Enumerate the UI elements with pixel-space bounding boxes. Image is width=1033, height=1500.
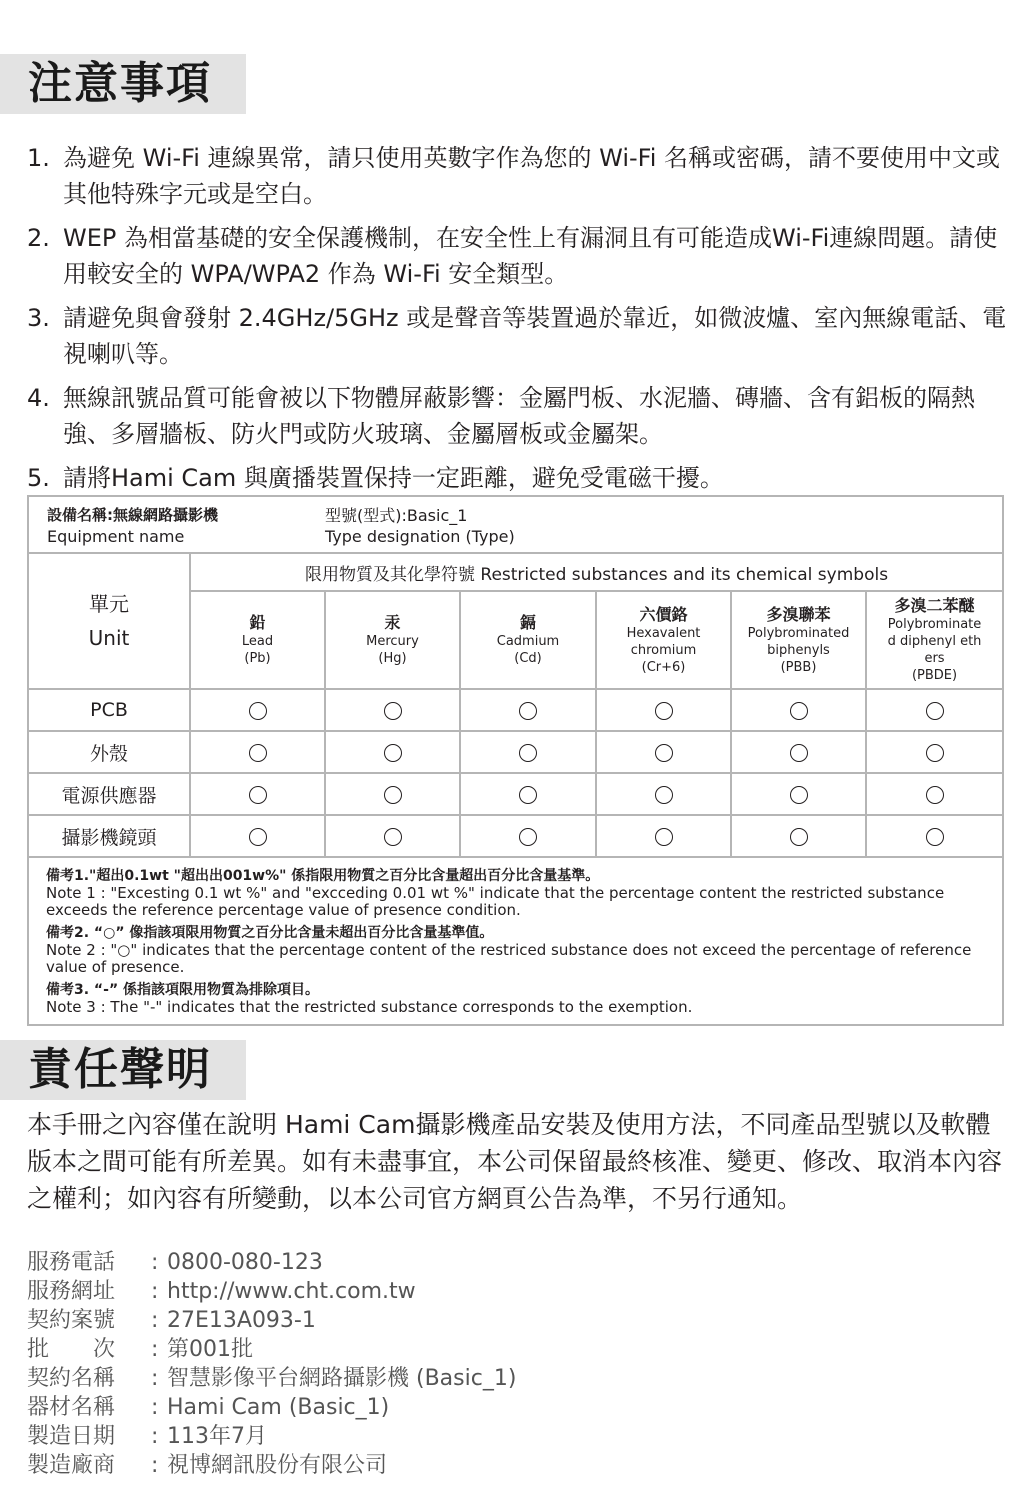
restricted-substances-title: 限用物質及其化學符號 Restricted substances and its chemical symbols — [190, 553, 1003, 591]
notice-heading: 注意事項 — [0, 54, 246, 114]
mark-cell — [325, 689, 460, 731]
circle-icon — [519, 744, 537, 762]
row-label: PCB — [28, 689, 190, 731]
notice-item — [27, 220, 1017, 292]
notice-item — [27, 140, 1017, 212]
mark-cell — [596, 731, 731, 773]
table-row — [28, 773, 1003, 815]
substance-header — [190, 591, 325, 689]
notes-row — [28, 857, 1003, 1025]
row-label: 外殼 — [28, 731, 190, 773]
row-label: 攝影機鏡頭 — [28, 815, 190, 857]
circle-icon — [790, 786, 808, 804]
info-colon: : — [151, 1250, 159, 1275]
type-designation-en: Type designation (Type) — [325, 527, 515, 546]
mark-cell — [866, 689, 1003, 731]
mark-cell — [731, 815, 866, 857]
info-row — [27, 1422, 1012, 1451]
circle-icon — [519, 828, 537, 846]
row-label: 電源供應器 — [28, 773, 190, 815]
note-1-zh: 備考1."超出0.1wt "超出出001w%" 係指限用物質之百分比含量超出百分比含量基準。 — [46, 868, 600, 884]
substance-header — [460, 591, 596, 689]
restricted-title-row — [28, 553, 1003, 591]
info-row — [27, 1277, 1012, 1306]
mark-cell — [460, 689, 596, 731]
unit-label-zh: 單元 — [89, 592, 129, 616]
substance-symbol: (Cr+6) — [641, 659, 686, 675]
info-label: 服務網址 — [27, 1279, 116, 1304]
substance-en: Cadmium — [496, 634, 560, 649]
notice-text: 無線訊號品質可能會被以下物體屏蔽影響：金屬門板、水泥牆、磚牆、含有鋁板的隔熱強、多層牆板、防火門或防火玻璃、金屬層板或金屬架。 — [63, 384, 975, 448]
info-row — [27, 1364, 1012, 1393]
info-value: Hami Cam (Basic_1) — [167, 1395, 390, 1420]
mark-cell — [866, 815, 1003, 857]
table-row — [28, 689, 1003, 731]
notice-number: 1. — [27, 144, 50, 172]
mark-cell — [190, 689, 325, 731]
substance-en: Lead — [241, 634, 274, 649]
circle-icon — [926, 702, 944, 720]
equipment-name-cell — [28, 496, 325, 553]
circle-icon — [384, 744, 402, 762]
unit-header-cell — [28, 553, 190, 689]
table-row — [28, 731, 1003, 773]
mark-cell — [190, 773, 325, 815]
service-info — [27, 1248, 1012, 1480]
info-label: 批 次 — [27, 1337, 116, 1362]
circle-icon — [926, 744, 944, 762]
substance-zh: 多溴聯苯 — [766, 604, 831, 624]
substance-header — [731, 591, 866, 689]
notice-list — [27, 140, 1017, 504]
note-1-en: Note 1 : "Excesting 0.1 wt %" and "excceding 0.01 wt %" indicate that the percentage content the restricted substance exceeds the reference percentage value of presence condition. — [46, 884, 945, 919]
mark-cell — [866, 731, 1003, 773]
circle-icon — [655, 702, 673, 720]
mark-cell — [460, 815, 596, 857]
equipment-name-en: Equipment name — [47, 527, 185, 546]
info-label: 契約名稱 — [27, 1366, 116, 1391]
info-value: 第001批 — [167, 1337, 253, 1362]
mark-cell — [460, 773, 596, 815]
type-designation-zh: 型號(型式):Basic_1 — [325, 506, 468, 525]
info-colon: : — [151, 1337, 159, 1362]
circle-icon — [790, 744, 808, 762]
notice-text: 請避免與會發射 2.4GHz/5GHz 或是聲音等裝置過於靠近，如微波爐、室內無線電話、電視喇叭等。 — [63, 304, 1007, 368]
info-value: 113年7月 — [167, 1424, 267, 1449]
circle-icon — [790, 702, 808, 720]
circle-icon — [249, 702, 267, 720]
info-value: 27E13A093-1 — [167, 1308, 316, 1333]
substance-zh: 汞 — [384, 613, 401, 632]
mark-cell — [325, 773, 460, 815]
notice-text: 為避免 Wi-Fi 連線異常，請只使用英數字作為您的 Wi-Fi 名稱或密碼，請不要使用中文或其他特殊字元或是空白。 — [63, 144, 1001, 208]
notice-text: 請將Hami Cam 與廣播裝置保持一定距離，避免受電磁干擾。 — [63, 464, 724, 492]
substance-header — [325, 591, 460, 689]
substance-symbol: (Hg) — [378, 651, 407, 666]
notice-number: 3. — [27, 304, 50, 332]
circle-icon — [384, 702, 402, 720]
info-colon: : — [151, 1366, 159, 1391]
info-label: 器材名稱 — [27, 1395, 116, 1420]
table-row — [28, 815, 1003, 857]
substance-zh: 鉛 — [249, 613, 266, 632]
type-designation-cell — [325, 496, 1003, 553]
info-colon: : — [151, 1453, 159, 1478]
substance-en: Mercury — [366, 634, 419, 649]
mark-cell — [460, 731, 596, 773]
substance-header — [596, 591, 731, 689]
circle-icon — [249, 828, 267, 846]
mark-cell — [190, 731, 325, 773]
substance-en: Polybrominated diphenyl ethers — [887, 617, 982, 666]
notes-cell — [28, 857, 1003, 1025]
circle-icon — [384, 828, 402, 846]
info-colon: : — [151, 1279, 159, 1304]
mark-cell — [190, 815, 325, 857]
info-colon: : — [151, 1308, 159, 1333]
note-3-zh: 備考3. “-” 係指該項限用物質為排除項目。 — [46, 982, 320, 998]
circle-icon — [249, 744, 267, 762]
info-value: 智慧影像平台網路攝影機 (Basic_1) — [167, 1366, 517, 1391]
circle-icon — [790, 828, 808, 846]
mark-cell — [596, 773, 731, 815]
mark-cell — [596, 689, 731, 731]
circle-icon — [519, 702, 537, 720]
circle-icon — [655, 828, 673, 846]
circle-icon — [655, 786, 673, 804]
substance-symbol: (Pb) — [244, 651, 271, 666]
info-colon: : — [151, 1424, 159, 1449]
info-row — [27, 1451, 1012, 1480]
mark-cell — [866, 773, 1003, 815]
mark-cell — [731, 731, 866, 773]
rohs-table — [27, 495, 1004, 1026]
notice-number: 4. — [27, 384, 50, 412]
note-2-zh: 備考2. “○” 像指該項限用物質之百分比含量未超出百分比含量基準值。 — [46, 925, 494, 941]
info-value: http://www.cht.com.tw — [167, 1279, 416, 1304]
info-label: 服務電話 — [27, 1250, 116, 1275]
info-label: 製造日期 — [27, 1424, 116, 1449]
substance-en: Hexavalent chromium — [626, 625, 701, 658]
info-row — [27, 1306, 1012, 1335]
unit-label-en: Unit — [88, 626, 130, 650]
substance-symbol: (PBB) — [780, 659, 817, 675]
circle-icon — [926, 786, 944, 804]
notice-text: WEP 為相當基礎的安全保護機制，在安全性上有漏洞且有可能造成Wi-Fi連線問題。請使用較安全的 WPA/WPA2 作為 Wi-Fi 安全類型。 — [63, 224, 998, 288]
mark-cell — [731, 773, 866, 815]
equipment-row — [28, 496, 1003, 553]
note-3-en: Note 3 : The "-" indicates that the restricted substance corresponds to the exemption. — [46, 998, 693, 1016]
mark-cell — [325, 815, 460, 857]
notice-item — [27, 300, 1017, 372]
equipment-name-zh: 設備名稱:無線網路攝影機 — [47, 506, 218, 524]
substance-symbol: (PBDE) — [911, 668, 958, 683]
circle-icon — [655, 744, 673, 762]
substance-zh: 多溴二苯醚 — [894, 596, 975, 615]
substance-en: Polybrominated biphenyls — [747, 625, 850, 658]
notice-item — [27, 460, 1017, 496]
circle-icon — [384, 786, 402, 804]
notice-item — [27, 380, 1017, 452]
notice-number: 2. — [27, 224, 50, 252]
mark-cell — [325, 731, 460, 773]
note-2-en: Note 2 : "○" indicates that the percentage content of the restriced substance does not exceed the percentage of reference value of presence. — [46, 941, 972, 976]
substance-symbol: (Cd) — [514, 651, 542, 666]
info-label: 製造廠商 — [27, 1453, 116, 1478]
mark-cell — [731, 689, 866, 731]
info-row — [27, 1335, 1012, 1364]
notice-number: 5. — [27, 464, 50, 492]
info-row — [27, 1393, 1012, 1422]
disclaimer-heading: 責任聲明 — [0, 1040, 246, 1100]
info-value: 0800-080-123 — [167, 1250, 323, 1275]
disclaimer-text: 本手冊之內容僅在說明 Hami Cam攝影機產品安裝及使用方法，不同產品型號以及軟體版本之間可能有所差異。如有未盡事宜，本公司保留最終核准、變更、修改、取消本內容之權利；如內容有所變動，以本公司官方網頁公告為準，不另行通知。 — [27, 1110, 1003, 1213]
info-label: 契約案號 — [27, 1308, 116, 1333]
substance-zh: 鎘 — [519, 613, 536, 632]
substance-zh: 六價鉻 — [639, 604, 688, 624]
circle-icon — [926, 828, 944, 846]
substance-header — [866, 591, 1003, 689]
circle-icon — [249, 786, 267, 804]
info-row — [27, 1248, 1012, 1277]
info-colon: : — [151, 1395, 159, 1420]
circle-icon — [519, 786, 537, 804]
mark-cell — [596, 815, 731, 857]
info-value: 視博網訊股份有限公司 — [167, 1453, 388, 1478]
